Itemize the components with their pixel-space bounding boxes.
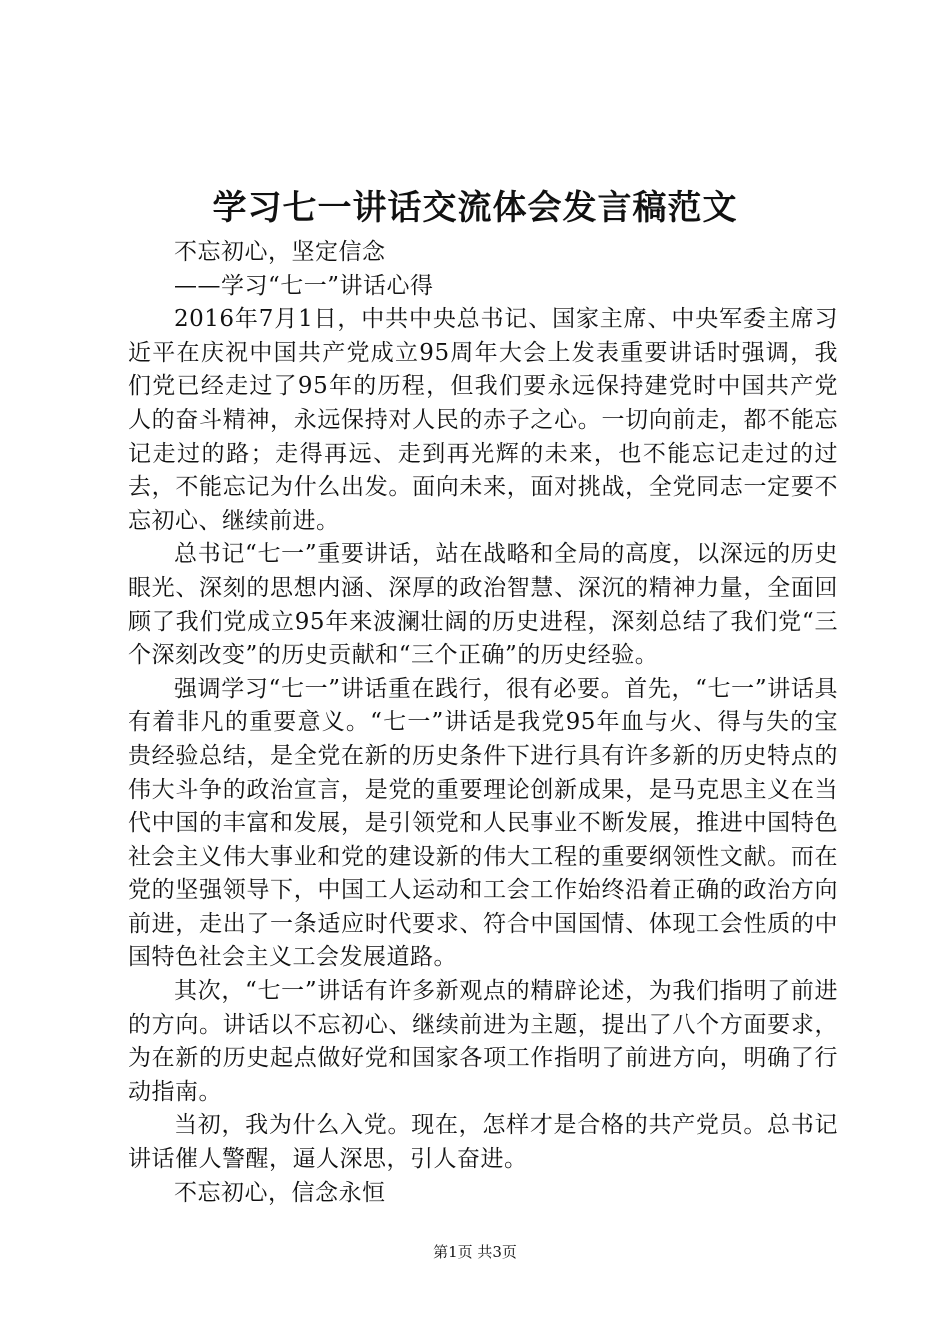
page-number-footer: 第1页 共3页: [433, 1243, 517, 1261]
section-heading: 不忘初心，信念永恒: [174, 1179, 386, 1206]
subtitle-line: 不忘初心，坚定信念: [174, 239, 386, 265]
document-title: 学习七一讲话交流体会发言稿范文: [212, 188, 738, 228]
subtitle-line: ——学习“七一”讲话心得: [174, 272, 434, 299]
body-paragraph: 2016年7月1日，中共中央总书记、国家主席、中央军委主席习近平在庆祝中国共产党成立95周年大会上发表重要讲话时强调，我们党已经走过了95年的历程，但我们要永远保持建党时中国共产党人的奋斗精神，永远保持对人民的赤子之心。一切向前走，都不能忘记走过的路；走得再远、走到再光辉的未来，也不能忘记走过的过去，不能忘记为什么出发。面向未来，面对挑战，全党同志一定要不忘初心、继续前进。: [128, 306, 838, 534]
body-paragraph: 强调学习“七一”讲话重在践行，很有必要。首先，“七一”讲话具有着非凡的重要意义。“七一”讲话是我党95年血与火、得与失的宝贵经验总结，是全党在新的历史条件下进行具有许多新的历史特点的伟大斗争的政治宣言，是党的重要理论创新成果，是马克思主义在当代中国的丰富和发展，是引领党和人民事业不断发展，推进中国特色社会主义伟大事业和党的建设新的伟大工程的重要纲领性文献。而在党的坚强领导下，中国工人运动和工会工作始终沿着正确的政治方向前进，走出了一条适应时代要求、符合中国国情、体现工会性质的中国特色社会主义工会发展道路。: [128, 675, 838, 971]
body-paragraph: 当初，我为什么入党。现在，怎样才是合格的共产党员。总书记讲话催人警醒，逼人深思，引人奋进。: [128, 1112, 838, 1173]
body-paragraph: 总书记“七一”重要讲话，站在战略和全局的高度，以深远的历史眼光、深刻的思想内涵、深厚的政治智慧、深沉的精神力量，全面回顾了我们党成立95年来波澜壮阔的历史进程，深刻总结了我们党“三个深刻改变”的历史贡献和“三个正确”的历史经验。: [128, 541, 838, 669]
document-body: [128, 236, 838, 1210]
body-paragraph: 其次，“七一”讲话有许多新观点的精辟论述，为我们指明了前进的方向。讲话以不忘初心、继续前进为主题，提出了八个方面要求，为在新的历史起点做好党和国家各项工作指明了前进方向，明确了行动指南。: [128, 978, 838, 1105]
